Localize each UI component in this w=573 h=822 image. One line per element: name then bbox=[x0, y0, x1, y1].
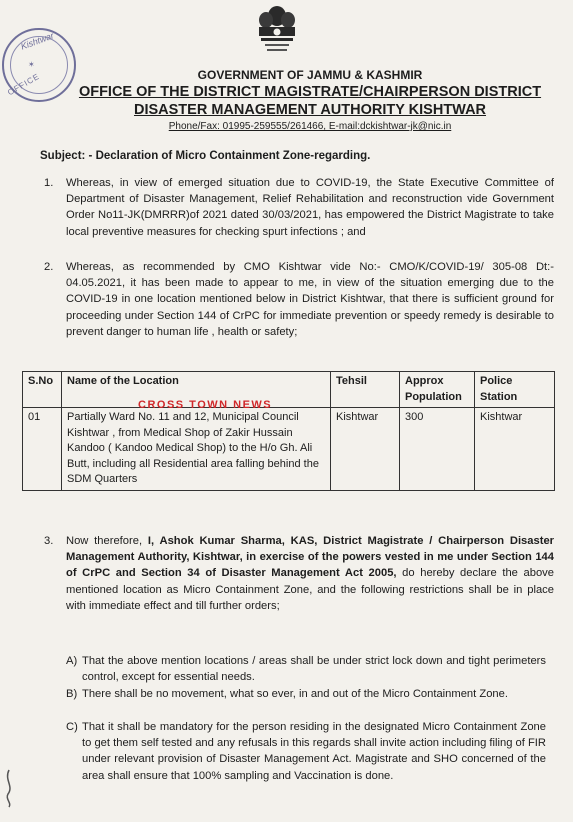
header-office: OFFICE OF THE DISTRICT MAGISTRATE/CHAIRPERSON DISTRICT bbox=[78, 84, 542, 100]
state-emblem-icon bbox=[251, 2, 303, 58]
office-seal-stamp: Kishtwar ✶ OFFICE bbox=[2, 28, 76, 102]
header-authority: DISASTER MANAGEMENT AUTHORITY KISHTWAR bbox=[133, 102, 487, 118]
paragraph-number: 2. bbox=[44, 261, 54, 273]
cell-population: 300 bbox=[400, 408, 475, 491]
paragraph-text bbox=[66, 533, 554, 614]
para3-bold: I, Ashok Kumar Sharma, KAS, District Magistrate / Chairperson Disaster Management Authority, Kishtwar, in exercise of the powers vested in me under Section 144 of CrPC and Section 34 of Disaster Management Act 2005, bbox=[66, 535, 555, 580]
restriction-label: B) bbox=[66, 688, 78, 700]
paragraph-3 bbox=[44, 533, 554, 614]
restriction-text: That the above mention locations / areas shall be under strict lock down and tight perimeters control, except for essential needs. bbox=[82, 655, 546, 684]
location-table bbox=[22, 371, 555, 491]
restriction-b bbox=[66, 686, 546, 702]
restriction-text: That it shall be mandatory for the person residing in the designated Micro Containment Zone to get them self tested and any refusals in this regards shall invite action including filing of FIR under relevant provision of Disaster Management Act. Magistrate and SHO concerned of the area shall ensure that 100% sampling and Vaccination is done. bbox=[82, 721, 546, 782]
header-government: GOVERNMENT OF JAMMU & KASHMIR bbox=[197, 68, 423, 82]
paragraph-number: 3. bbox=[44, 535, 54, 547]
restriction-label: C) bbox=[66, 721, 78, 733]
col-header-police-station: Police Station bbox=[475, 372, 555, 408]
cell-sno: 01 bbox=[23, 408, 62, 491]
col-header-sno: S.No bbox=[23, 372, 62, 408]
cell-location: Partially Ward No. 11 and 12, Municipal Council Kishtwar , from Medical Shop of Zakir Hussain Kandoo ( Kandoo Medical Shop) to the H/o Gh. Ali Butt, including all Residential area falling behind the SDM Quarters bbox=[62, 408, 331, 491]
watermark-text: CROSS TOWN NEWS bbox=[138, 399, 273, 411]
paragraph-text: Whereas, as recommended by CMO Kishtwar vide No:- CMO/K/COVID-19/ 305-08 Dt:- 04.05.2021, it has been made to appear to me, in view of the situation emerging due to the COVID-19 in one location mentioned below in District Kishtwar, that there is sufficient ground for proceeding under Section 144 of CrPC for immediate prevention or speedy remedy is desirable to prevent danger to human life , health or safety; bbox=[66, 261, 554, 338]
col-header-location: Name of the Location bbox=[62, 372, 331, 408]
restriction-c bbox=[66, 719, 546, 784]
cell-tehsil: Kishtwar bbox=[331, 408, 400, 491]
table-row bbox=[23, 408, 555, 491]
para3-rest: do hereby declare the above mentioned location as Micro Containment Zone, and the following restrictions shall be in place with immediate effect and till further orders; bbox=[66, 567, 555, 612]
paragraph-text: Whereas, in view of emerged situation due to COVID-19, the State Executive Committee of Department of Disaster Management, Relief Rehabilitation and reconstruction vide Government Order No11-JK(DMRRR)of 2021 dated 30/03/2021, has empowered the District Magistrate to take local preventive measures for checking spurt infections ; and bbox=[66, 177, 554, 238]
col-header-population: Approx Population bbox=[400, 372, 475, 408]
subject-line: Subject: - Declaration of Micro Containment Zone-regarding. bbox=[40, 150, 371, 162]
paragraph-number: 1. bbox=[44, 177, 54, 189]
paragraph-1 bbox=[44, 175, 554, 240]
restriction-text: There shall be no movement, what so ever, in and out of the Micro Containment Zone. bbox=[82, 688, 508, 700]
restriction-label: A) bbox=[66, 655, 78, 667]
signature-mark-icon bbox=[2, 768, 16, 814]
header-contact: Phone/Fax: 01995-259555/261466, E-mail:dckishtwar-jk@nic.in bbox=[168, 121, 452, 132]
cell-police-station: Kishtwar bbox=[475, 408, 555, 491]
paragraph-2 bbox=[44, 259, 554, 340]
restriction-a bbox=[66, 653, 546, 685]
table-header-row bbox=[23, 372, 555, 408]
para3-lead: Now therefore, bbox=[66, 535, 143, 547]
col-header-tehsil: Tehsil bbox=[331, 372, 400, 408]
